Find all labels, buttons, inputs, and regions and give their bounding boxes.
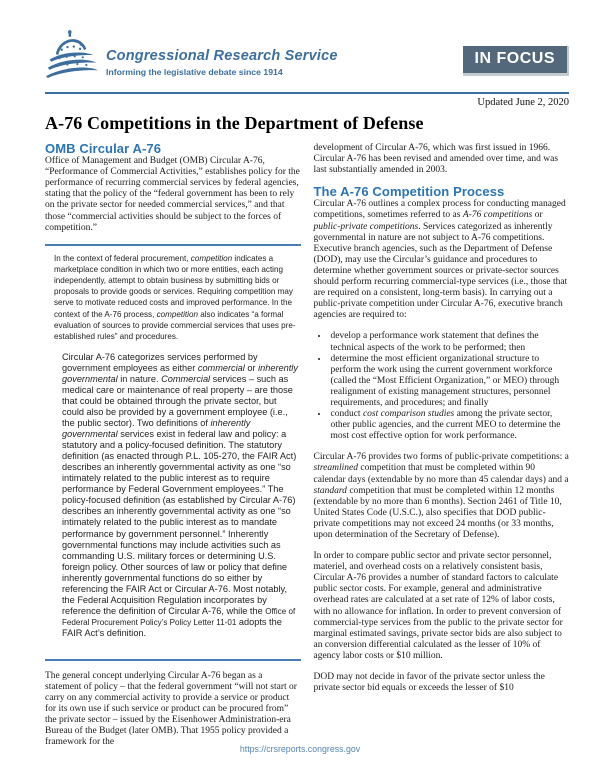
callout-body-paragraph: Circular A-76 categorizes services performed by government employees as either commercial or inherently governmental in nature. Commercial services – such as medical care or maintenance of real property – are those that could be obtained through the private sector, but could also be provided by a government employee (i.e., the public sector). Two definitions of inherently governmental services exist in federal law and policy: a statutory and a policy-focused definition. The statutory definition (as enacted through P.L. 105-270, the FAIR Act) describes an inherently governmental activity as one “so intimately related to the public interest as to require performance by Federal Government employees.” The policy-focused definition (as established by Circular A-76) describes an inherently governmental activity as one “so intimately related to the public interest as to mandate performance by government personnel.” Inherently governmental functions may include activities such as commanding U.S. military forces or determining U.S. foreign policy. Other sources of law or policy that define inherently governmental functions do so either by referencing the FAIR Act or Circular A-76. Most notably, the Federal Acquisition Regulation incorporates by reference the definition of Circular A-76, while the Office of Federal Procurement Policy’s Policy Letter 11-01 adopts the FAIR Act’s definition. [62,352,298,638]
header-divider [45,92,569,94]
capitol-dome-icon [45,30,99,82]
requirements-list [314,331,570,442]
page-footer [0,739,600,757]
right-column [314,143,570,758]
section-heading-omb-circular: OMB Circular A-76 [45,141,162,156]
page-title: A-76 Competitions in the Department of Defense [45,113,424,133]
crs-reports-link[interactable]: https://crsreports.congress.gov [239,744,361,754]
in-focus-badge: IN FOCUS [463,46,569,76]
brand-text [106,49,338,77]
list-item: • determine the most efficient organizational structure to perform the work using the current government workforce (called the “Most Efficient Organization,” or MEO) through realignment of existing management structures, personnel requirements, and procedures; and finally [329,354,570,409]
paragraph: In order to compare public sector and private sector personnel, materiel, and overhead costs on a relatively consistent basis, Circular A-76 provides a number of standard factors to calculate public sector costs. For example, general and administrative overhead rates are calculated at a set rate of 12% of labor costs, with no allowance for inflation. In order to prevent conversion of commercial-type services from the public to the private sector for marginal estimated savings, private sector bids are also subject to an conversion differential calculated as the lesser of 10% of agency labor costs or $10 million. [313,551,563,661]
list-item: • develop a performance work statement that defines the technical aspects of the work to be performed; then [329,331,570,353]
header [45,30,569,86]
list-item: • conduct cost comparison studies among the private sector, other public agencies, and the current MEO to determine the most cost effective option for work performance. [329,409,570,442]
paragraph: Circular A-76 provides two forms of public-private competitions: a streamlined competition that must be completed within 90 calendar days (extendable by no more than 45 calendar days) and a standard competition that must be completed within 12 months (extendable by no more than 6 months). Section 2461 of Title 10, United States Code (U.S.C.), also specifies that DOD public-private competitions may not exceed 24 months (or 33 months, upon determination of the Secretary of Defense). [313,452,569,540]
crs-logo [45,30,338,82]
left-column [45,143,301,758]
callout-intro-paragraph: In the context of federal procurement, competition indicates a marketplace condition in which two or more entities, each acting independently, attempt to obtain business by submitting bids or proposals to provide goods or services. Requiring competition may serve to motivate reduced costs and improved performance. In the context of the A-76 process, competition also indicates “a formal evaluation of sources to provide commercial services that uses pre-established rules” and procedures. [54,253,296,341]
paragraph: The general concept underlying Circular A-76 began as a statement of policy – that the federal government “will not start or carry on any commercial activity to provide a service or product for its own use if such service or product can be procured from” the private sector – issued by the Eisenhower Administration-era Bureau of the Budget (later OMB). That 1955 policy provided a framework for the [45,670,297,748]
org-name: Congressional Research Service [106,48,338,65]
updated-date: Updated June 2, 2020 [477,97,569,108]
paragraph: Office of Management and Budget (OMB) Circular A-76, “Performance of Commercial Activities,” establishes policy for the performance of recurring commercial services by federal agencies, stating that the policy of the “federal government has been to rely on the private sector for needed commercial services,” and that those “commercial activities should be subject to the forces of competition.” [45,156,300,233]
org-tagline: Informing the legislative debate since 1914 [106,66,283,77]
document-body [45,143,569,758]
paragraph: development of Circular A-76, which was first issued in 1966. Circular A-76 has been revised and amended over time, and was last substantially amended in 2003. [313,143,559,176]
paragraph: Circular A-76 outlines a complex process for conducting managed competitions, sometimes referred to as A-76 competitions or public-private competitions. Services categorized as inherently governmental in nature are not subject to A-76 competitions. Executive branch agencies, such as the Department of Defense (DOD), may use the Circular’s guidance and procedures to determine whether government sources or private-sector sources should perform recurring commercial-type services (i.e., those that are required on a consistent, long-term basis). In carrying out a public-private competition under Circular A-76, executive branch agencies are required to: [313,199,568,321]
paragraph: DOD may not decide in favor of the private sector unless the private sector bid equals or exceeds the lesser of $10 [313,672,545,694]
section-heading-competition-process: The A-76 Competition Process [313,184,505,200]
competition-definition-callout [45,244,301,661]
